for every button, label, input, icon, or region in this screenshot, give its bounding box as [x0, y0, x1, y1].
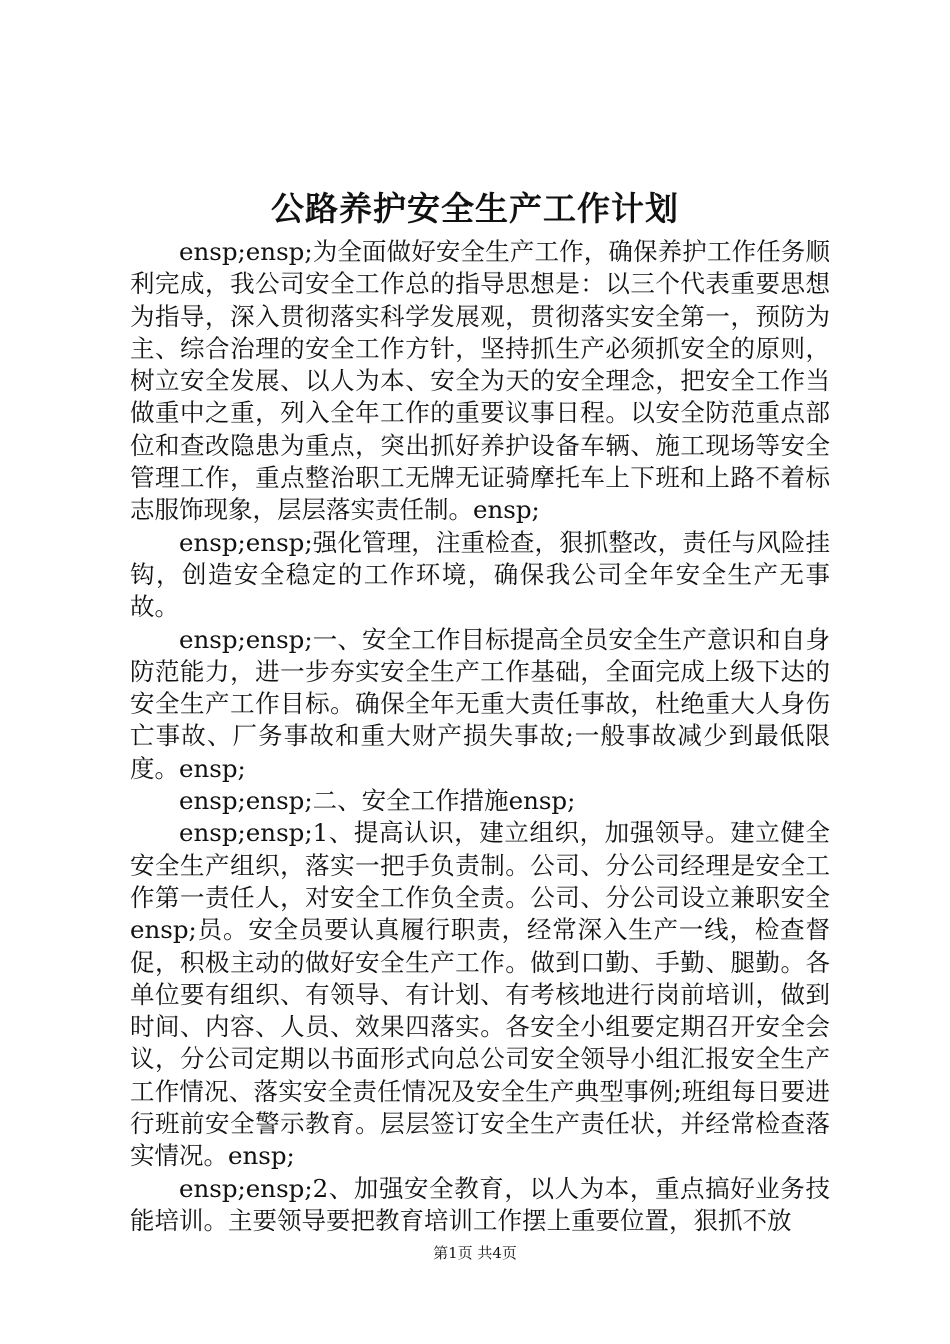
- paragraph-measure-2: ensp;ensp;2、加强安全教育，以人为本，重点搞好业务技能培训。主要领导要把教育培训工作摆上重要位置，狠抓不放: [130, 1173, 830, 1235]
- paragraph-measures-heading: ensp;ensp;二、安全工作措施ensp;: [179, 786, 576, 816]
- paragraph-measure-1: ensp;ensp;1、提高认识，建立组织，加强领导。建立健全安全生产组织，落实一把手负责制。公司、分公司经理是安全工作第一责任人，对安全工作负全责。公司、分公司设立兼职安全ensp;员。安全员要认真履行职责，经常深入生产一线，检查督促，积极主动的做好安全生产工作。做到口勤、手勤、腿勤。各单位要有组织、有领导、有计划、有考核地进行岗前培训，做到时间、内容、人员、效果四落实。各安全小组要定期召开安全会议，分公司定期以书面形式向总公司安全领导小组汇报安全生产工作情况、落实安全责任情况及安全生产典型事例;班组每日要进行班前安全警示教育。层层签订安全生产责任状，并经常检查落实情况。ensp;: [130, 818, 830, 1171]
- page-title: 公路养护安全生产工作计划: [271, 189, 679, 228]
- paragraph-safety-goals: ensp;ensp;一、安全工作目标提高全员安全生产意识和自身防范能力，进一步夯实安全生产工作基础，全面完成上级下达的安全生产工作目标。确保全年无重大责任事故，杜绝重大人身伤亡事故、厂务事故和重大财产损失事故;一般事故减少到最低限度。ensp;: [130, 624, 830, 783]
- paragraph-management: ensp;ensp;强化管理，注重检查，狠抓整改，责任与风险挂钩，创造安全稳定的工作环境，确保我公司全年安全生产无事故。: [130, 527, 830, 622]
- page-number-footer: 第1页 共4页: [433, 1244, 517, 1262]
- document-body: [130, 236, 830, 1237]
- paragraph-guiding-thought: ensp;ensp;为全面做好安全生产工作，确保养护工作任务顺利完成，我公司安全工作总的指导思想是：以三个代表重要思想为指导，深入贯彻落实科学发展观，贯彻落实安全第一，预防为主、综合治理的安全工作方针，坚持抓生产必须抓安全的原则，树立安全发展、以人为本、安全为天的安全理念，把安全工作当做重中之重，列入全年工作的重要议事日程。以安全防范重点部位和查改隐患为重点，突出抓好养护设备车辆、施工现场等安全管理工作，重点整治职工无牌无证骑摩托车上下班和上路不着标志服饰现象，层层落实责任制。ensp;: [130, 237, 830, 525]
